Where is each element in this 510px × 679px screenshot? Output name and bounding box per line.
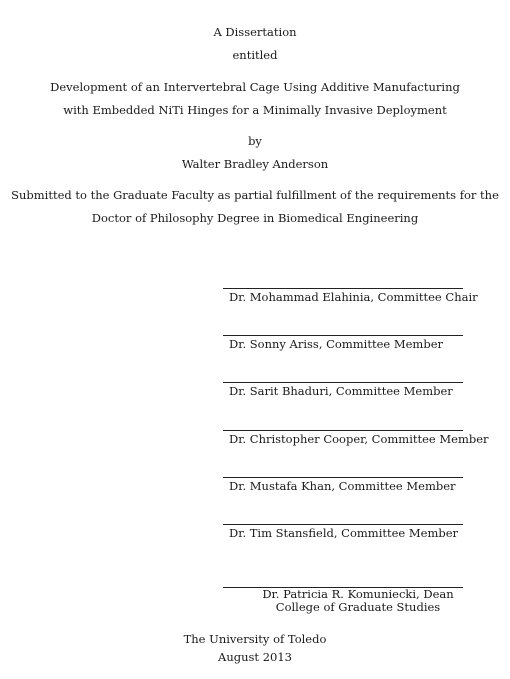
committee-member-name: Dr. Christopher Cooper, Committee Member [229,432,489,446]
signature-line-dean [223,587,463,614]
signature-line-committee-member [223,524,463,540]
signature-line-committee-member [223,430,489,446]
committee-member-name: Dr. Sarit Bhaduri, Committee Member [229,384,453,398]
committee-member-name: Dr. Sonny Ariss, Committee Member [229,337,443,351]
signature-line-committee-member [223,335,463,351]
document-type: A Dissertation [213,25,297,39]
signature-line-committee-member [223,382,463,398]
dean-name: Dr. Patricia R. Komuniecki, Dean [262,587,454,601]
dissertation-title-line-2: with Embedded NiTi Hinges for a Minimally Invasive Deployment [63,103,447,117]
committee-member-name: Dr. Tim Stansfield, Committee Member [229,526,459,540]
submission-statement-line-1: Submitted to the Graduate Faculty as partial fulfillment of the requirements for the [11,188,499,202]
author-name: Walter Bradley Anderson [181,157,329,171]
university-name: The University of Toledo [183,632,327,646]
signature-line-committee-member [223,477,463,493]
dean-office: College of Graduate Studies [275,600,441,614]
signature-line-committee-chair [223,288,478,304]
by-label: by [248,134,262,148]
submission-statement-line-2: Doctor of Philosophy Degree in Biomedical Engineering [91,211,419,225]
committee-member-name: Dr. Mohammad Elahinia, Committee Chair [229,290,478,304]
dissertation-title-line-1: Development of an Intervertebral Cage Using Additive Manufacturing [50,80,460,94]
submission-date: August 2013 [218,650,292,664]
committee-member-name: Dr. Mustafa Khan, Committee Member [229,479,456,493]
entitled-label: entitled [232,48,278,62]
